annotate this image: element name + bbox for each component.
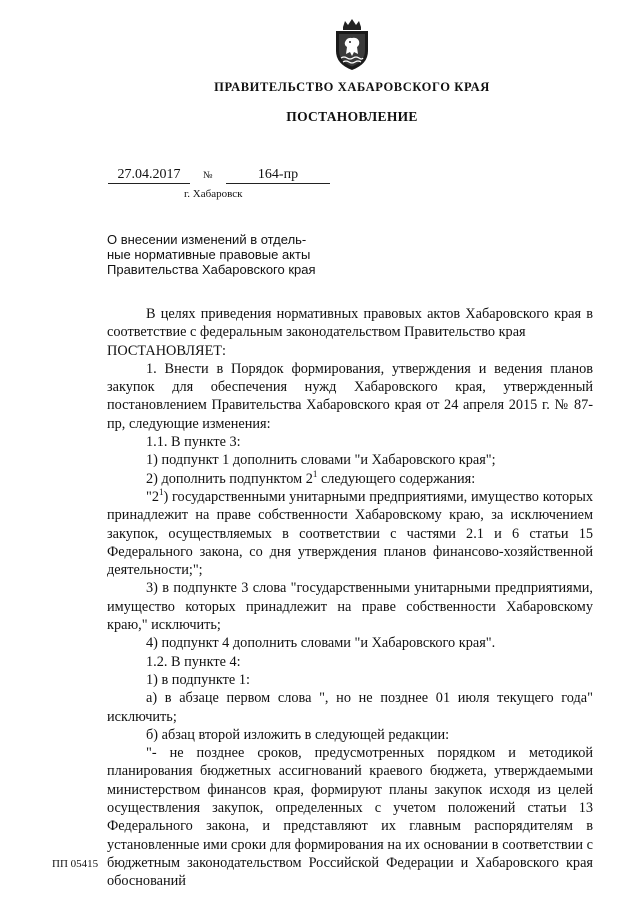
paragraph: ПОСТАНОВЛЯЕТ: — [107, 342, 227, 359]
paragraph-text: "2 — [146, 488, 159, 505]
paragraph: 1) подпункт 1 дополнить словами "и Хабаровского края"; — [146, 452, 496, 469]
document-type-title: ПОСТАНОВЛЕНИЕ — [286, 109, 418, 124]
superscript: 1 — [159, 487, 164, 498]
paragraph-text: ) государственными унитарными предприятиями, имущество которых принадлежит на праве собственности Хабаровскому краю, за исключением закупок, осуществляемых в соответствии с частями 2.1 и 6 статьи 15 Федерального закона, со дня утверждения планов финансово-хозяйственной деятельности;"; — [107, 488, 593, 579]
paragraph: 1.2. В пункте 4: — [146, 653, 241, 670]
document-body — [107, 305, 593, 891]
subject-line: ные нормативные правовые акты — [107, 247, 311, 262]
paragraph: "- не позднее сроков, предусмотренных порядком и методикой планирования бюджетных ассигнований краевого бюджета, утверждаемыми министерством финансов края, формируют планы закупок исходя из целей осуществления закупок, определенных с учетом положений статьи 13 Федерального закона, и представляют их главным распорядителям в установленные ими сроки для формирования на их основании в соответствии с бюджетным законодательством Российской Федерации и Хабаровского края обоснований — [107, 745, 593, 890]
paragraph — [107, 488, 593, 579]
paragraph: б) абзац второй изложить в следующей редакции: — [146, 726, 450, 743]
footer-code: ПП 05415 — [52, 858, 99, 870]
paragraph: 1) в подпункте 1: — [146, 671, 250, 688]
paragraph — [107, 470, 593, 488]
subject-line: Правительства Хабаровского края — [107, 262, 316, 277]
subject-line: О внесении изменений в отдель- — [107, 232, 307, 247]
government-title: ПРАВИТЕЛЬСТВО ХАБАРОВСКОГО КРАЯ — [214, 80, 490, 94]
superscript: 1 — [312, 468, 318, 479]
coat-of-arms-icon — [332, 18, 372, 72]
paragraph-text: следующего содержания: — [317, 470, 476, 487]
document-number: 164-пр — [226, 166, 330, 184]
paragraph: 4) подпункт 4 дополнить словами "и Хабаровского края". — [146, 635, 496, 652]
city-label: г. Хабаровск — [184, 188, 243, 200]
paragraph: В целях приведения нормативных правовых актов Хабаровского края в соответствие с федеральным законодательством Правительство края — [107, 306, 593, 341]
number-sign: № — [203, 170, 213, 181]
paragraph: 1. Внести в Порядок формирования, утверждения и ведения планов закупок для обеспечения нужд Хабаровского края, утвержденный постановлением Правительства Хабаровского края от 24 апреля 2015 г. № 87-пр, следующие изменения: — [107, 360, 593, 432]
document-date: 27.04.2017 — [108, 166, 190, 184]
document-subject — [107, 232, 347, 277]
paragraph: 3) в подпункте 3 слова "государственными унитарными предприятиями, имущество которых принадлежит на праве собственности Хабаровскому краю," исключить; — [107, 580, 593, 634]
paragraph-text: 2) дополнить подпунктом 2 — [146, 470, 313, 487]
paragraph: а) в абзаце первом слова ", но не позднее 01 июля текущего года" исключить; — [107, 690, 593, 725]
paragraph: 1.1. В пункте 3: — [146, 434, 241, 451]
